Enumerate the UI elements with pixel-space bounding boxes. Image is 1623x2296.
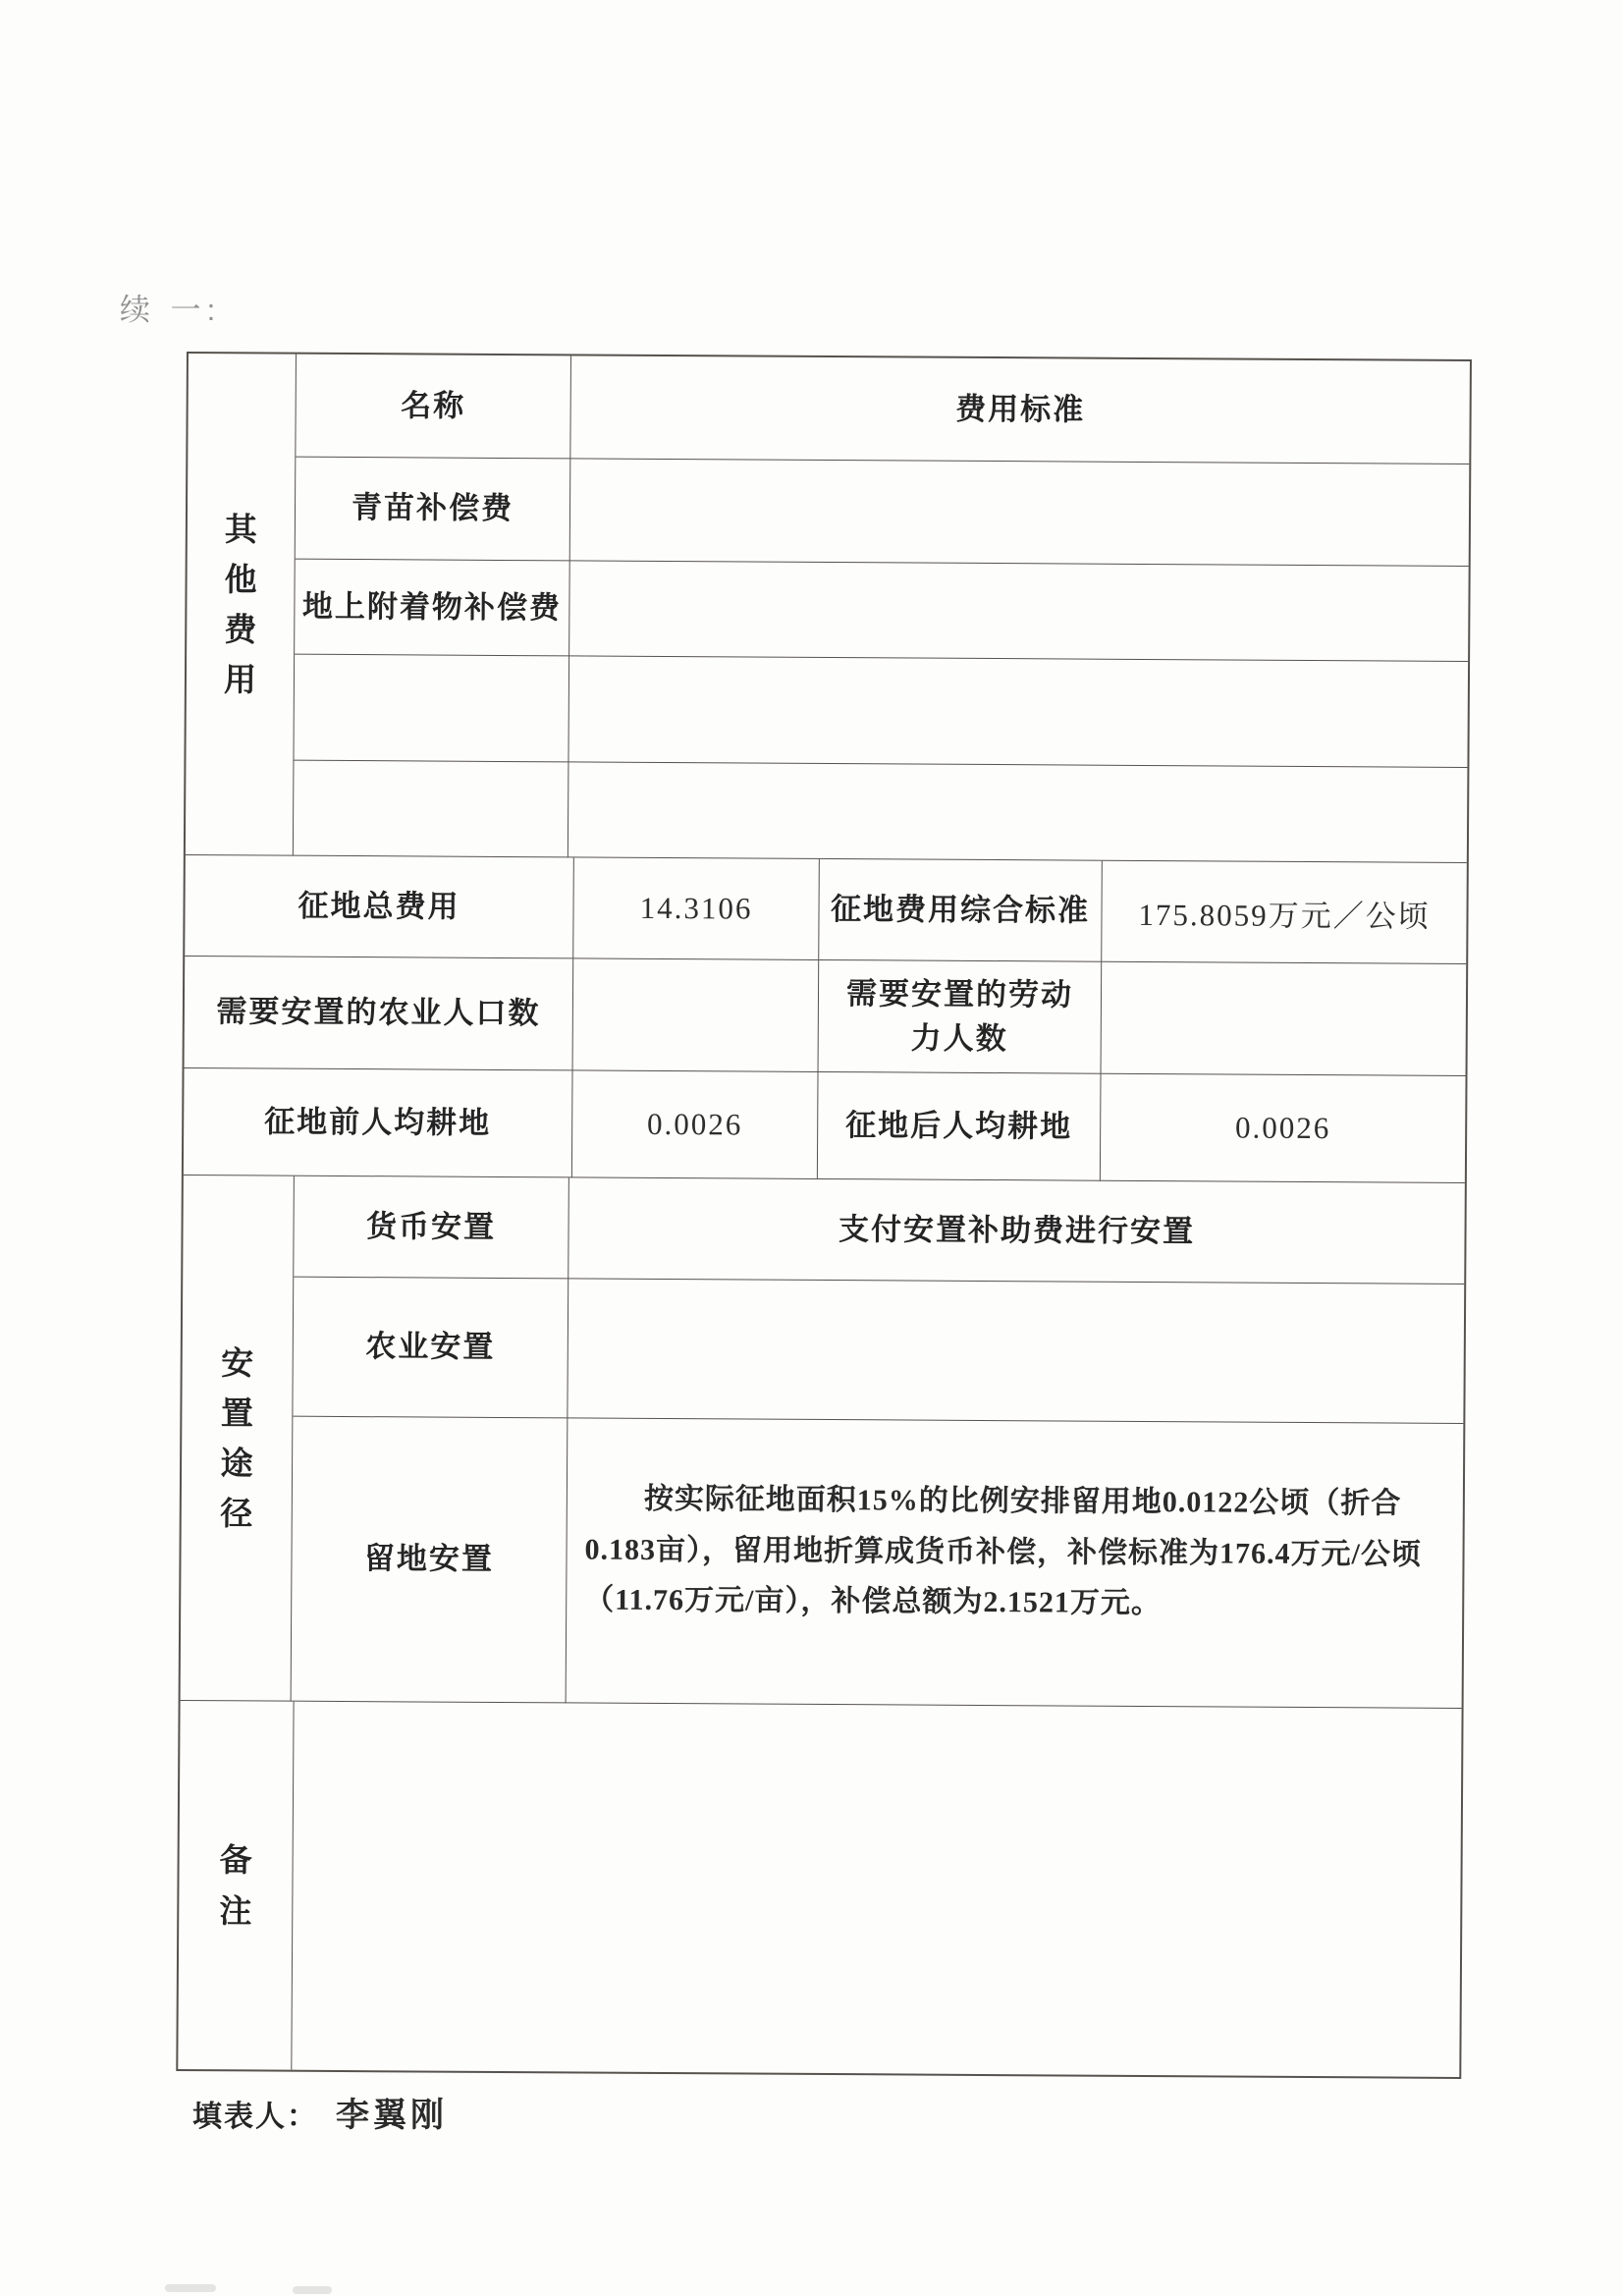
labor-count-label bbox=[819, 960, 1103, 1074]
col-header-name: 名称 bbox=[296, 355, 571, 460]
continuation-label: 续 一: bbox=[120, 293, 222, 327]
row-other-fee-4-label bbox=[294, 761, 569, 858]
form-filler-label: 填表人： bbox=[192, 2101, 318, 2133]
row-other-fee-3-label bbox=[294, 655, 569, 763]
total-fee-value: 14.3106 bbox=[573, 857, 820, 960]
row-other-fee-3-value bbox=[568, 656, 1468, 768]
row-young-crops-value bbox=[570, 459, 1470, 567]
compensation-table bbox=[176, 352, 1472, 2079]
post-acquisition-per-capita-value: 0.0026 bbox=[1101, 1074, 1466, 1183]
other-fees-section-cell bbox=[186, 354, 297, 856]
col-header-fee-standard: 费用标准 bbox=[570, 355, 1470, 465]
post-acquisition-per-capita-label: 征地后人均耕地 bbox=[818, 1072, 1102, 1181]
labor-count-value bbox=[1102, 962, 1467, 1076]
pre-acquisition-per-capita-label: 征地前人均耕地 bbox=[184, 1068, 573, 1177]
agri-population-label: 需要安置的农业人口数 bbox=[185, 957, 574, 1070]
resettlement-section-label: 安置途径 bbox=[220, 1343, 254, 1532]
labor-count-label-text: 需要安置的劳动力人数 bbox=[845, 975, 1074, 1056]
row-attachments-value bbox=[569, 561, 1469, 662]
land-retention-detail bbox=[567, 1418, 1464, 1709]
remarks-section-cell bbox=[178, 1701, 294, 2070]
row-other-fee-4-value bbox=[568, 762, 1468, 863]
form-filler-line bbox=[192, 2088, 448, 2136]
land-retention-resettlement-label: 留地安置 bbox=[292, 1417, 568, 1704]
monetary-resettlement-detail: 支付安置补助费进行安置 bbox=[568, 1177, 1465, 1285]
row-attachments-label: 地上附着物补偿费 bbox=[295, 560, 570, 657]
total-fee-label: 征地总费用 bbox=[185, 855, 574, 958]
resettlement-section-cell bbox=[181, 1175, 295, 1702]
remarks-label: 备注 bbox=[219, 1841, 252, 1929]
pre-acquisition-per-capita-value: 0.0026 bbox=[572, 1070, 819, 1179]
form-filler-name: 李翼刚 bbox=[336, 2098, 448, 2134]
comprehensive-standard-label: 征地费用综合标准 bbox=[819, 859, 1103, 962]
other-fees-section-label: 其他费用 bbox=[223, 510, 257, 698]
monetary-resettlement-label: 货币安置 bbox=[294, 1176, 569, 1280]
land-retention-detail-text: 按实际征地面积15%的比例安排留用地0.0122公顷（折合0.183亩），留用地折算成货币补偿，补偿标准为176.4万元/公顷（11.76万元/亩），补偿总额为2.1521万元。 bbox=[584, 1482, 1422, 1620]
scan-smudge bbox=[165, 2284, 216, 2292]
row-young-crops-label: 青苗补偿费 bbox=[296, 458, 571, 562]
agricultural-resettlement-detail bbox=[568, 1279, 1464, 1424]
scan-smudge bbox=[293, 2286, 332, 2294]
remarks-content bbox=[292, 1702, 1461, 2077]
agri-population-value bbox=[573, 958, 820, 1072]
agricultural-resettlement-label: 农业安置 bbox=[293, 1278, 568, 1419]
comprehensive-standard-value: 175.8059万元／公顷 bbox=[1102, 861, 1467, 964]
